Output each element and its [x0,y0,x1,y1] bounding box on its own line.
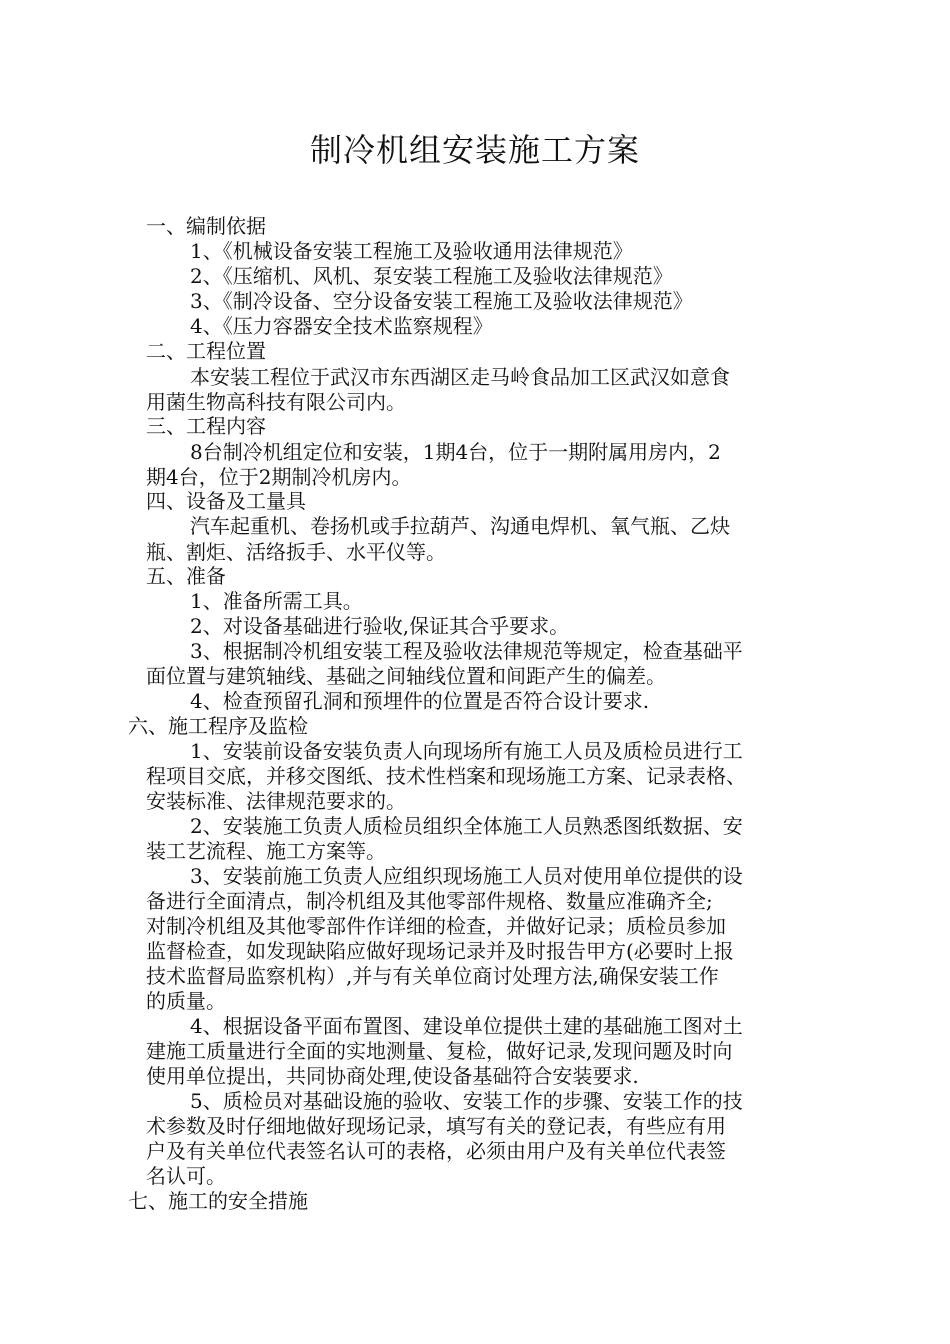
text-line: 六、施工程序及监检 [128,714,308,738]
text-line: 使用单位提出，共同协商处理,使设备基础符合安装要求. [146,1064,639,1088]
text-line: 1、准备所需工具。 [190,589,363,613]
text-line: 一、编制依据 [146,214,266,238]
text-line: 二、工程位置 [146,339,266,363]
text-line: 5、质检员对基础设施的验收、安装工作的步骤、安装工作的技 [190,1089,743,1113]
text-line: 4、根据设备平面布置图、建设单位提供土建的基础施工图对土 [190,1014,743,1038]
text-line: 五、准备 [146,564,226,588]
text-line: 4、检查预留孔洞和预埋件的位置是否符合设计要求. [190,689,650,713]
text-line: 2、安装施工负责人质检员组织全体施工人员熟悉图纸数据、安 [190,814,743,838]
text-line: 建施工质量进行全面的实地测量、复检，做好记录,发现问题及时向 [146,1039,733,1063]
text-line: 本安装工程位于武汉市东西湖区走马岭食品加工区武汉如意食 [190,365,730,389]
text-line: 8台制冷机组定位和安装，1期4台，位于一期附属用房内，2 [190,440,721,464]
text-line: 四、设备及工量具 [146,489,306,513]
text-line: 汽车起重机、卷扬机或手拉葫芦、沟通电焊机、氧气瓶、乙炔 [190,514,730,538]
text-line: 七、施工的安全措施 [128,1189,308,1213]
text-line: 3、安装前施工负责人应组织现场施工人员对使用单位提供的设 [190,864,743,888]
text-line: 1、安装前设备安装负责人向现场所有施工人员及质检员进行工 [190,739,743,763]
text-line: 面位置与建筑轴线、基础之间轴线位置和间距产生的偏差。 [146,664,666,688]
text-line: 三、工程内容 [146,414,266,438]
text-line: 用菌生物高科技有限公司内。 [146,390,406,414]
text-line: 2、对设备基础进行验收,保证其合乎要求。 [190,614,570,638]
text-line: 技术监督局监察机构）,并与有关单位商讨处理方法,确保安装工作 [146,964,719,988]
text-line: 术参数及时仔细地做好现场记录，填写有关的登记表，有些应有用 [146,1114,726,1138]
text-line: 瓶、割炬、活络扳手、水平仪等。 [146,540,446,564]
text-line: 安装标准、法律规范要求的。 [146,789,406,813]
text-line: 程项目交底，并移交图纸、技术性档案和现场施工方案、记录表格、 [146,764,746,788]
text-line: 户及有关单位代表签名认可的表格，必须由用户及有关单位代表签 [146,1139,726,1163]
document-title: 制冷机组安装施工方案 [309,131,640,169]
text-line: 对制冷机组及其他零部件作详细的检查，并做好记录；质检员参加 [146,914,726,938]
text-line: 4、《压力容器安全技术监察规程》 [190,314,493,338]
text-line: 备进行全面清点，制冷机组及其他零部件规格、数量应准确齐全; [146,889,713,913]
text-line: 期4台，位于2期制冷机房内。 [146,465,412,489]
text-line: 1、《机械设备安装工程施工及验收通用法律规范》 [190,239,633,263]
text-line: 监督检查，如发现缺陷应做好现场记录并及时报告甲方(必要时上报 [146,939,734,963]
text-line: 3、《制冷设备、空分设备安装工程施工及验收法律规范》 [190,289,693,313]
text-line: 的质量。 [146,989,226,1013]
text-line: 装工艺流程、施工方案等。 [146,839,386,863]
text-line: 3、根据制冷机组安装工程及验收法律规范等规定，检查基础平 [190,639,743,663]
text-line: 2、《压缩机、风机、泵安装工程施工及验收法律规范》 [190,264,673,288]
text-line: 名认可。 [146,1164,226,1188]
